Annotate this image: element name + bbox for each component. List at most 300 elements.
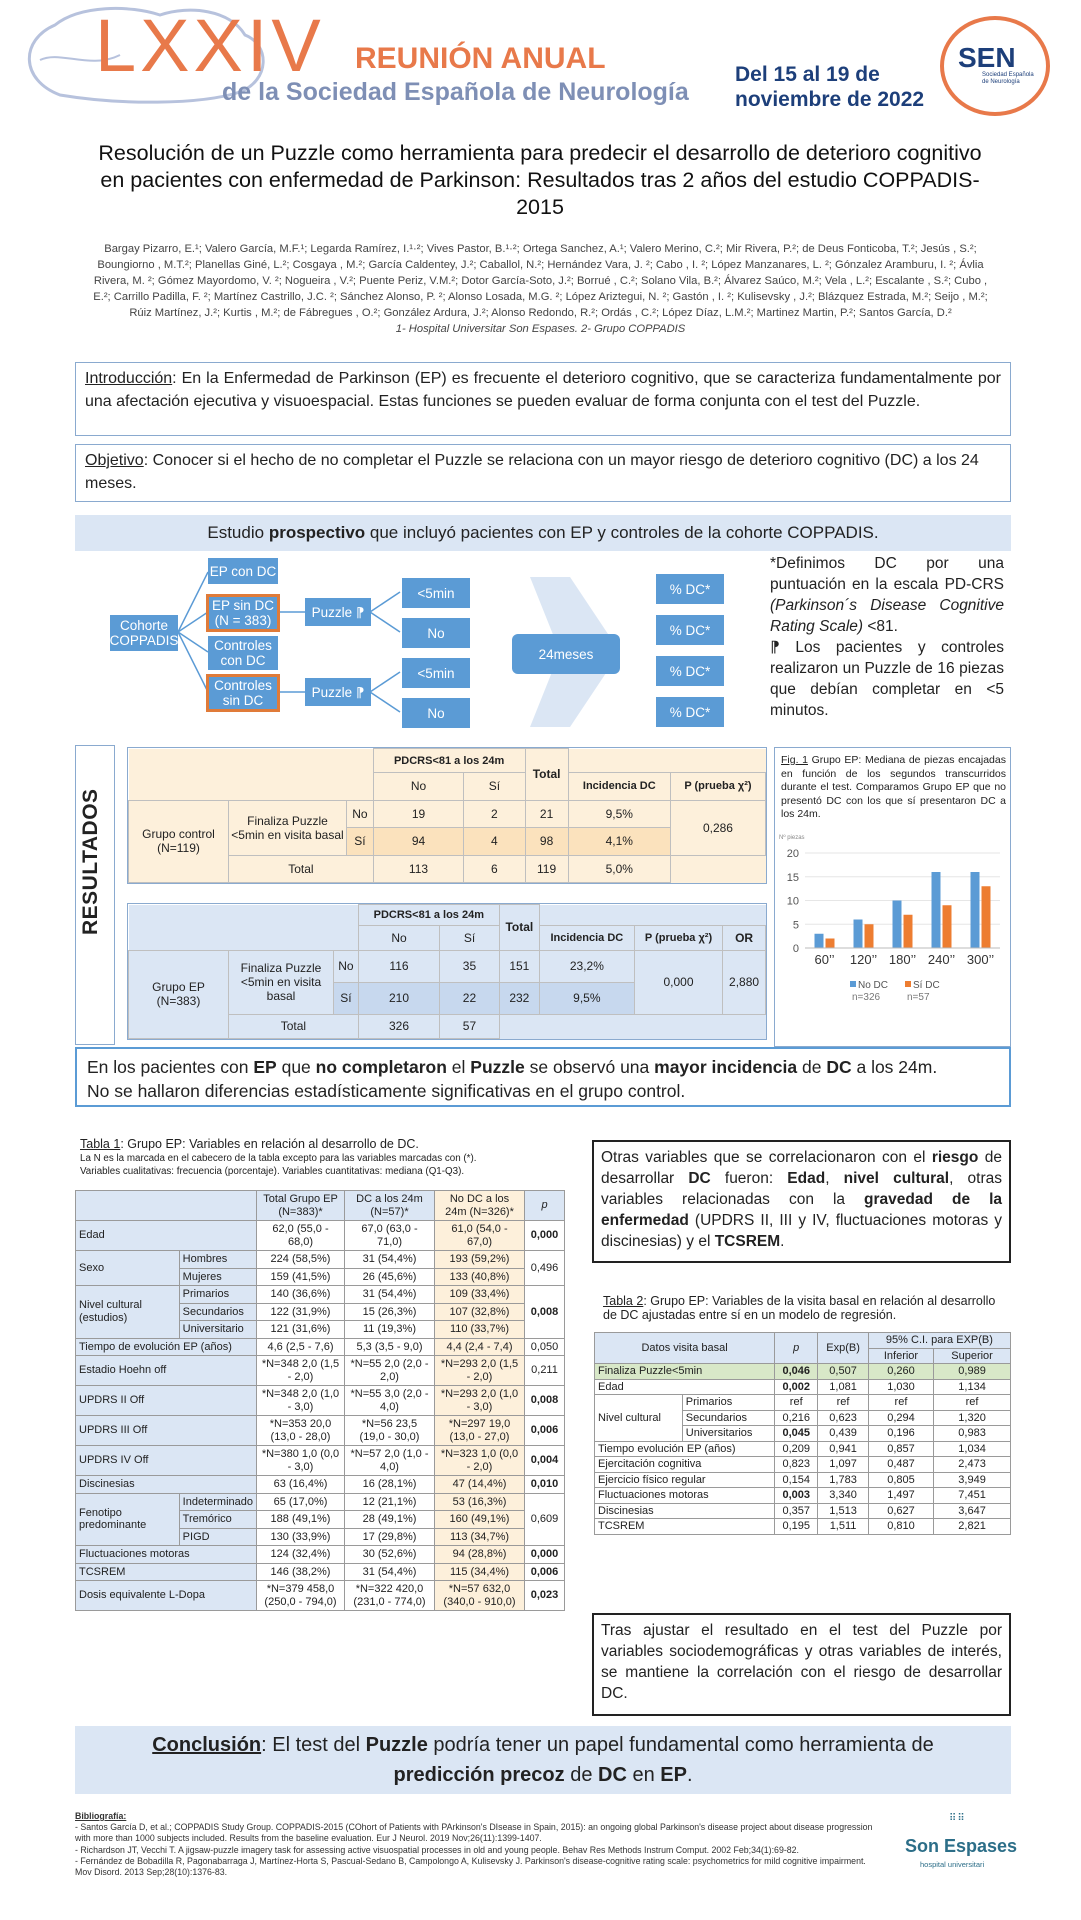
- t1-cell-var: Discinesias: [76, 1476, 257, 1494]
- control-si-total: 98: [525, 828, 568, 855]
- t2-h-exp: Exp(B): [818, 1333, 869, 1364]
- t1-cell-var: Dosis equivalente L-Dopa: [76, 1581, 257, 1611]
- t1-cell-dc: *N=57 2,0 (1,0 - 4,0): [345, 1446, 435, 1476]
- t2-h-sup: Superior: [934, 1348, 1011, 1364]
- c1-b1: EP: [253, 1057, 277, 1077]
- t2-cell-inf: 0,196: [868, 1426, 933, 1442]
- t1-cell-p: 0,004: [525, 1446, 565, 1476]
- table-row: [595, 1457, 1011, 1473]
- t2-cell-inf: 0,810: [868, 1519, 933, 1535]
- f-t5: .: [686, 1764, 693, 1786]
- t1-cell-dc: 12 (21,1%): [345, 1493, 435, 1511]
- tabla1-caption-text: : Grupo EP: Variables en relación al desarrollo de DC.: [120, 1137, 419, 1151]
- ep-r-si: Sí: [334, 982, 359, 1014]
- final-label: Conclusión: [152, 1734, 262, 1756]
- t1-cell-p: 0,000: [525, 1221, 565, 1251]
- t1-cell-dc: 31 (54,4%): [345, 1563, 435, 1581]
- t1-cell-nodc: 94 (28,8%): [435, 1546, 525, 1564]
- t2-cell-exp: 1,097: [818, 1457, 869, 1473]
- node-ep-sin-dc: EP sin DC (N = 383): [206, 594, 280, 632]
- control-h-p: P (prueba χ²): [670, 773, 765, 800]
- table-row: [76, 1286, 565, 1304]
- chart-ytick: 0: [792, 943, 799, 955]
- chart-ylabel: Nº piezas: [779, 835, 805, 841]
- table-row: [76, 1493, 565, 1511]
- t1-cell-p: 0,496: [525, 1251, 565, 1286]
- t1-h-dc: DC a los 24m (N=57)*: [345, 1191, 435, 1221]
- c1-t6: a los 24m.: [851, 1057, 938, 1077]
- t1-cell-dc: 11 (19,3%): [345, 1321, 435, 1339]
- t2-cell-sup: 2,473: [934, 1457, 1011, 1473]
- ep-finaliza: Finaliza Puzzle <5min en visita basal: [229, 950, 334, 1014]
- f-b4: EP: [660, 1764, 687, 1786]
- t1-cell-total: 140 (36,6%): [257, 1286, 345, 1304]
- f-b1: Puzzle: [365, 1734, 428, 1756]
- node-cohorte: Cohorte COPPADIS: [110, 615, 178, 651]
- c1-t2: que: [276, 1057, 316, 1077]
- s1-t7: .: [780, 1233, 785, 1250]
- s1-t2: de desarrollar: [601, 1149, 1002, 1187]
- t1-cell-p: 0,211: [525, 1356, 565, 1386]
- c1-t1: En los pacientes con: [87, 1057, 254, 1077]
- t1-cell-p: 0,050: [525, 1338, 565, 1356]
- intro-text: : En la Enfermedad de Parkinson (EP) es frecuente el deterioro cognitivo, que se caracteriza fundamentalmente por una afectación ejecutiva y visuoespacial. Estas funciones se pueden evaluar de forma conjunta con el test del Puzzle.: [85, 370, 1001, 410]
- table-row: [76, 1581, 565, 1611]
- f-t1: : El test del: [261, 1734, 366, 1756]
- tabla1-note2: Variables cualitativas: frecuencia (porcentaje). Variables cuantitativas: mediana (Q1-Q3).: [80, 1165, 465, 1177]
- chart-ytick: 15: [786, 871, 799, 884]
- ep-h-or: OR: [723, 926, 766, 950]
- tabla1-body: [76, 1221, 565, 1611]
- t1-cell-sub: Tremórico: [179, 1511, 256, 1529]
- t1-cell-var: Tiempo de evolución EP (años): [76, 1338, 257, 1356]
- sen-logo: SEN: [958, 42, 1016, 73]
- son-espases-sub: hospital universitari: [920, 1860, 985, 1869]
- node-pdc-1: % DC*: [656, 574, 724, 604]
- t1-cell-dc: 31 (54,4%): [345, 1251, 435, 1269]
- t1-cell-dc: 28 (49,1%): [345, 1511, 435, 1529]
- t1-cell-dc: 67,0 (63,0 - 71,0): [345, 1221, 435, 1251]
- fig-caption: [781, 754, 1006, 822]
- figure-1: [774, 747, 1011, 1047]
- t1-cell-nodc: *N=297 19,0 (13,0 - 27,0): [435, 1416, 525, 1446]
- chart-bar-sí-dc: [826, 939, 835, 949]
- t2-cell-exp: 1,511: [818, 1519, 869, 1535]
- t1-cell-total: 122 (31,9%): [257, 1303, 345, 1321]
- t1-h-p: p: [525, 1191, 565, 1221]
- t2-cell-p: 0,046: [775, 1364, 818, 1380]
- t1-cell-sub: Indeterminado: [179, 1493, 256, 1511]
- t1-cell-nodc: *N=323 1,0 (0,0 - 2,0): [435, 1446, 525, 1476]
- t1-cell-nodc: 47 (14,4%): [435, 1476, 525, 1494]
- t1-cell-nodc: *N=293 2,0 (1,0 - 3,0): [435, 1386, 525, 1416]
- t1-cell-nodc: 110 (33,7%): [435, 1321, 525, 1339]
- fig-caption-text: Grupo EP: Mediana de piezas encajadas en función de los segundos transcurridos durante el test. Comparamos Grupo EP que no presentó DC con los que sí presentaron DC a los 24m.: [781, 754, 1006, 820]
- t1-cell-total: 188 (49,1%): [257, 1511, 345, 1529]
- control-no-total: 21: [525, 800, 568, 827]
- chart-bar-sí-dc: [865, 924, 874, 948]
- t1-cell-total: 146 (38,2%): [257, 1563, 345, 1581]
- puzzle-bar-chart: [775, 835, 1010, 1043]
- control-h-total: Total: [525, 749, 568, 801]
- node-no-a: No: [402, 618, 470, 648]
- node-ep-dc: EP con DC: [208, 558, 278, 584]
- t2-cell-exp: 1,513: [818, 1503, 869, 1519]
- t2-cell-sup: ref: [934, 1395, 1011, 1411]
- ep-si-inc: 9,5%: [539, 982, 634, 1014]
- t1-cell-p: 0,023: [525, 1581, 565, 1611]
- table-row: [76, 1476, 565, 1494]
- node-controles-sin-dc: Controles sin DC: [206, 674, 280, 712]
- s1-b5: gravedad de la enfermedad: [601, 1191, 1003, 1229]
- t1-cell-p: 0,000: [525, 1546, 565, 1564]
- t2-cell-p: 0,002: [775, 1379, 818, 1395]
- t2-cell-p: 0,357: [775, 1503, 818, 1519]
- t2-cell-exp: 1,783: [818, 1472, 869, 1488]
- t1-cell-total: *N=379 458,0 (250,0 - 794,0): [257, 1581, 345, 1611]
- table-row: [76, 1546, 565, 1564]
- chart-bar-sí-dc: [982, 886, 991, 948]
- ep-or: 2,880: [723, 950, 766, 1014]
- s1-t3: fueron:: [710, 1170, 788, 1187]
- chart-bar-no-dc: [932, 872, 941, 948]
- chart-legend-n: n=326: [852, 992, 881, 1003]
- t1-cell-nodc: 4,4 (2,4 - 7,4): [435, 1338, 525, 1356]
- t1-cell-nodc: 115 (34,4%): [435, 1563, 525, 1581]
- t2-cell-var: Nivel cultural: [595, 1395, 683, 1442]
- t2-cell-var: TCSREM: [595, 1519, 775, 1535]
- f-b3: DC: [598, 1764, 627, 1786]
- control-si-inc: 4,1%: [568, 828, 670, 855]
- control-no-no: 19: [373, 800, 464, 827]
- reunion-anual: REUNIÓN ANUAL: [355, 42, 606, 75]
- t2-cell-exp: 0,507: [818, 1364, 869, 1380]
- t2-h-inf: Inferior: [868, 1348, 933, 1364]
- t2-cell-sup: 1,134: [934, 1379, 1011, 1395]
- control-no-si: 2: [464, 800, 525, 827]
- son-espases-logo: Son Espases: [905, 1836, 1018, 1856]
- t2-cell-inf: 0,805: [868, 1472, 933, 1488]
- t1-cell-dc: 31 (54,4%): [345, 1286, 435, 1304]
- ep-h-total: Total: [499, 905, 539, 951]
- table-row: [595, 1519, 1011, 1535]
- t1-cell-sub: Mujeres: [179, 1268, 256, 1286]
- study-bold: prospectivo: [268, 523, 366, 542]
- t1-cell-p: 0,006: [525, 1416, 565, 1446]
- chart-xtick: 120’’: [849, 952, 878, 967]
- congress-dates: [735, 62, 924, 112]
- t1-cell-dc: 16 (28,1%): [345, 1476, 435, 1494]
- chart-bar-no-dc: [893, 901, 902, 949]
- s1-t5: , otras variables relacionadas con la: [601, 1170, 1002, 1208]
- tabla1-label: Tabla 1: [80, 1137, 121, 1151]
- t1-cell-nodc: 109 (33,4%): [435, 1286, 525, 1304]
- table-row: [76, 1446, 565, 1476]
- t2-cell-p: 0,195: [775, 1519, 818, 1535]
- table-row: [76, 1221, 565, 1251]
- def-puzzle: ⁋ Los pacientes y controles realizaron un Puzzle de 16 piezas que debían completar en <5 minutos.: [770, 639, 1004, 719]
- c1-b2: no completaron: [315, 1057, 447, 1077]
- t1-cell-total: 62,0 (55,0 - 68,0): [257, 1221, 345, 1251]
- chart-xtick: 240’’: [927, 952, 956, 967]
- t1-cell-dc: *N=55 2,0 (2,0 - 2,0): [345, 1356, 435, 1386]
- affiliations: 1- Hospital Universitar Son Espases. 2- Grupo COPPADIS: [395, 323, 686, 335]
- control-si-no: 94: [373, 828, 464, 855]
- node-lt5-b: <5min: [402, 658, 470, 688]
- ep-no-si: 35: [440, 950, 500, 982]
- ep-si-no: 210: [358, 982, 439, 1014]
- s1-b4: nivel cultural: [843, 1170, 950, 1187]
- bib-item-text: Richardson JT, Vecchi T. A jigsaw-puzzle imagery task for assessing active visuospatial processes in old and young people. Behav Res Methods Instrum Comput. 2002 Feb;34(1):69-82.: [80, 1844, 799, 1855]
- def-dc: *Definimos DC por una puntuación en la escala PD-CRS: [770, 555, 1004, 593]
- t1-cell-p: 0,006: [525, 1563, 565, 1581]
- t1-cell-p: 0,609: [525, 1493, 565, 1546]
- t2-cell-exp: ref: [818, 1395, 869, 1411]
- table-row: [595, 1503, 1011, 1519]
- control-tot-no: 113: [373, 855, 464, 882]
- t1-cell-dc: 17 (29,8%): [345, 1528, 435, 1546]
- t2-cell-sup: 0,983: [934, 1426, 1011, 1442]
- ep-group: Grupo EP (N=383): [129, 950, 229, 1038]
- t1-cell-nodc: 113 (34,7%): [435, 1528, 525, 1546]
- control-group: Grupo control (N=119): [129, 800, 229, 882]
- results-conclusion: [75, 1047, 1011, 1107]
- t1-cell-nodc: 193 (59,2%): [435, 1251, 525, 1269]
- t1-h-total: Total Grupo EP (N=383)*: [257, 1191, 345, 1221]
- t1-cell-sub: Universitario: [179, 1321, 256, 1339]
- header-banner: [0, 0, 1081, 118]
- t2-cell-exp: 1,081: [818, 1379, 869, 1395]
- ep-tot-label: Total: [229, 1014, 359, 1038]
- tabla2-caption-text: : Grupo EP: Variables de la visita basal en relación al desarrollo de DC ajustadas entre sí en un modelo de regresión.: [603, 1294, 996, 1322]
- objetivo-text: : Conocer si el hecho de no completar el Puzzle se relaciona con un mayor riesgo de deterioro cognitivo (DC) a los 24 meses.: [85, 452, 979, 492]
- t2-cell-var: Discinesias: [595, 1503, 775, 1519]
- t2-cell-exp: 0,439: [818, 1426, 869, 1442]
- t1-cell-var: Sexo: [76, 1251, 180, 1286]
- t1-cell-total: 130 (33,9%): [257, 1528, 345, 1546]
- t2-cell-inf: 1,497: [868, 1488, 933, 1504]
- t2-h-ci: 95% C.I. para EXP(B): [868, 1333, 1010, 1349]
- t1-cell-nodc: 61,0 (54,0 - 67,0): [435, 1221, 525, 1251]
- ep-h-no: No: [358, 926, 439, 950]
- chart-legend-label: Sí DC: [913, 980, 940, 991]
- t2-cell-sup: 7,451: [934, 1488, 1011, 1504]
- objetivo-label: Objetivo: [85, 452, 144, 469]
- ep-tot-si: 57: [440, 1014, 500, 1038]
- t2-cell-sup: 1,320: [934, 1410, 1011, 1426]
- c1-t5: de: [797, 1057, 827, 1077]
- control-tot-inc: 5,0%: [568, 855, 670, 882]
- final-conclusion: [75, 1726, 1011, 1794]
- t2-cell-p: 0,045: [775, 1426, 818, 1442]
- other-variables-box: [592, 1140, 1011, 1263]
- t1-cell-p: 0,008: [525, 1386, 565, 1416]
- control-finaliza: Finaliza Puzzle <5min en visita basal: [229, 800, 347, 855]
- control-tot-si: 6: [464, 855, 525, 882]
- chart-bar-no-dc: [971, 872, 980, 948]
- t2-cell-var: Fluctuaciones motoras: [595, 1488, 775, 1504]
- son-espases-dots-icon: ⠿⠿: [949, 1813, 966, 1824]
- control-no-inc: 9,5%: [568, 800, 670, 827]
- bib-item-1: - Santos García D, et al.; COPPADIS Study Group. COPPADIS-2015 (COhort of Patients with PArkinson's DIsease in Spain, 2015): an ongoing global Parkinson's disease project about disease progression with more than 1000 subjects included. Results from the baseline evaluation. Eur J Neurol. 2019 Nov;26(11):1399-1407.: [75, 1822, 873, 1844]
- f-t3: de: [564, 1764, 598, 1786]
- ep-h-inc: Incidencia DC: [539, 926, 634, 950]
- t1-cell-nodc: 133 (40,8%): [435, 1268, 525, 1286]
- node-pdc-4: % DC*: [656, 697, 724, 727]
- t2-cell-exp: 0,941: [818, 1441, 869, 1457]
- chart-legend-swatch: [905, 981, 911, 987]
- t2-h-p: p: [775, 1333, 818, 1364]
- control-table-box: [127, 747, 767, 884]
- bib-item-text: Santos García D, et al.; COPPADIS Study Group. COPPADIS-2015 (COhort of Patients with PArkinson's DIsease in Spain, 2015): an ongoing global Parkinson's disease project about disease progression with more than 1000 subjects included. Results from the baseline evaluation. Eur J Neurol. 2019 Nov;26(11):1399-1407.: [75, 1822, 873, 1844]
- t1-cell-dc: *N=322 420,0 (231,0 - 774,0): [345, 1581, 435, 1611]
- t2-cell-sup: 3,949: [934, 1472, 1011, 1488]
- s1-b3: Edad: [787, 1170, 826, 1187]
- t2-cell-var: Tiempo evolución EP (años): [595, 1441, 775, 1457]
- table-row: [76, 1251, 565, 1269]
- table-row: [76, 1386, 565, 1416]
- tabla1-notes: [80, 1153, 580, 1178]
- t1-cell-sub: Hombres: [179, 1251, 256, 1269]
- tabla2: [594, 1332, 1011, 1535]
- node-pdc-3: % DC*: [656, 656, 724, 686]
- chart-xtick: 300’’: [966, 952, 995, 967]
- t1-cell-total: *N=348 2,0 (1,0 - 3,0): [257, 1386, 345, 1416]
- c1-t4: se observó una: [524, 1057, 655, 1077]
- control-tot-total: 119: [525, 855, 568, 882]
- bib-item-text: Fernández de Bobadilla R, Pagonabarraga J, Martínez-Horta S, Pascual-Sedano B, Campolongo A, Kulisevsky J. Parkinson's disease-cognitive rating scale: psychometrics for mild cognitive impairment. Mov Disord. 2013 Sep;28(10):1376-83.: [75, 1855, 866, 1878]
- t1-cell-nodc: 53 (16,3%): [435, 1493, 525, 1511]
- dates-line2: noviembre de 2022: [735, 88, 925, 111]
- t2-cell-inf: 0,487: [868, 1457, 933, 1473]
- tabla1: [75, 1190, 565, 1611]
- t1-cell-nodc: *N=57 632,0 (340,0 - 910,0): [435, 1581, 525, 1611]
- t1-cell-total: 65 (17,0%): [257, 1493, 345, 1511]
- ep-h-pdcrs: PDCRS<81 a los 24m: [358, 905, 499, 926]
- t2-cell-sub: Universitarios: [682, 1426, 774, 1442]
- control-h-inc: Incidencia DC: [568, 773, 670, 800]
- control-tot-label: Total: [229, 855, 374, 882]
- t2-h-datos: Datos visita basal: [595, 1333, 775, 1364]
- ep-no-no: 116: [358, 950, 439, 982]
- dates-line1: Del 15 al 19 de: [735, 63, 880, 86]
- ep-no-inc: 23,2%: [539, 950, 634, 982]
- t1-cell-var: UPDRS IV Off: [76, 1446, 257, 1476]
- bib-label: Bibliografía:: [75, 1811, 127, 1821]
- chart-ytick: 5: [792, 919, 799, 932]
- f-b2: predicción precoz: [393, 1764, 565, 1786]
- t1-cell-dc: 5,3 (3,5 - 9,0): [345, 1338, 435, 1356]
- t2-cell-var: Edad: [595, 1379, 775, 1395]
- t1-cell-p: 0,010: [525, 1476, 565, 1494]
- t1-h-nodc: No DC a los 24m (N=326)*: [435, 1191, 525, 1221]
- table-row: [595, 1472, 1011, 1488]
- table-row: [76, 1356, 565, 1386]
- table-row: [595, 1395, 1011, 1411]
- t2-cell-p: 0,003: [775, 1488, 818, 1504]
- node-24meses: 24meses: [512, 634, 620, 674]
- c1-b5: DC: [826, 1057, 852, 1077]
- node-no-b: No: [402, 698, 470, 728]
- t1-cell-sub: Secundarios: [179, 1303, 256, 1321]
- table-row: [595, 1488, 1011, 1504]
- t1-cell-var: TCSREM: [76, 1563, 257, 1581]
- t1-cell-sub: PIGD: [179, 1528, 256, 1546]
- t2-cell-p: ref: [775, 1395, 818, 1411]
- t2-cell-inf: ref: [868, 1395, 933, 1411]
- intro-section: [75, 362, 1011, 436]
- tabla2-label: Tabla 2: [603, 1294, 644, 1308]
- definitions: [770, 553, 1004, 721]
- t2-cell-sup: 2,821: [934, 1519, 1011, 1535]
- s1-t6: (UPDRS II, III y IV, fluctuaciones motoras y discinesias) y el: [601, 1212, 1002, 1250]
- t1-cell-sub: Primarios: [179, 1286, 256, 1304]
- t2-cell-p: 0,154: [775, 1472, 818, 1488]
- control-h-pdcrs: PDCRS<81 a los 24m: [373, 749, 525, 773]
- s1-t4: ,: [825, 1170, 844, 1187]
- def-dc-italic: (Parkinson´s Disease Cognitive Rating Scale): [770, 597, 1004, 635]
- control-p: 0,286: [670, 800, 765, 855]
- bib-item-2: - Richardson JT, Vecchi T. A jigsaw-puzzle imagery task for assessing active visuospatial processes in old and young people. Behav Res Methods Instrum Comput. 2002 Feb;34(1):69-82.: [75, 1844, 799, 1855]
- t1-cell-total: 121 (31,6%): [257, 1321, 345, 1339]
- chart-legend-n: n=57: [907, 992, 930, 1003]
- chart-legend-swatch: [850, 981, 856, 987]
- t1-cell-nodc: *N=293 2,0 (1,5 - 2,0): [435, 1356, 525, 1386]
- sen-logo-sub: Sociedad Española de Neurología: [982, 72, 1034, 85]
- t1-cell-var: UPDRS III Off: [76, 1416, 257, 1446]
- node-puzzle-control: Puzzle ⁋: [305, 678, 371, 706]
- t2-cell-inf: 0,857: [868, 1441, 933, 1457]
- t2-cell-var: Ejercicio físico regular: [595, 1472, 775, 1488]
- study-pre: Estudio: [207, 523, 269, 542]
- ep-h-si: Sí: [440, 926, 500, 950]
- ep-p: 0,000: [634, 950, 722, 1014]
- c1-t3: el: [446, 1057, 471, 1077]
- t1-cell-dc: 30 (52,6%): [345, 1546, 435, 1564]
- ep-r-no: No: [334, 950, 359, 982]
- chart-xtick: 180’’: [888, 952, 917, 967]
- table-row: [76, 1563, 565, 1581]
- t1-cell-var: Edad: [76, 1221, 257, 1251]
- t1-cell-total: 4,6 (2,5 - 7,6): [257, 1338, 345, 1356]
- t2-cell-var: Finaliza Puzzle<5min: [595, 1364, 775, 1380]
- node-lt5-a: <5min: [402, 578, 470, 608]
- node-controles-dc: Controles con DC: [208, 636, 278, 670]
- t2-cell-sup: 3,647: [934, 1503, 1011, 1519]
- t1-cell-dc: 15 (26,3%): [345, 1303, 435, 1321]
- t2-cell-sup: 0,989: [934, 1364, 1011, 1380]
- t2-cell-exp: 3,340: [818, 1488, 869, 1504]
- t1-cell-total: 124 (32,4%): [257, 1546, 345, 1564]
- s1-b1: riesgo: [931, 1149, 979, 1166]
- t2-cell-inf: 0,260: [868, 1364, 933, 1380]
- ep-si-si: 22: [440, 982, 500, 1014]
- t1-cell-total: 159 (41,5%): [257, 1268, 345, 1286]
- t1-cell-var: UPDRS II Off: [76, 1386, 257, 1416]
- t1-cell-nodc: 107 (32,8%): [435, 1303, 525, 1321]
- c1-line2: No se hallaron diferencias estadísticamente significativas en el grupo control.: [87, 1081, 686, 1101]
- ep-table: [128, 904, 766, 1039]
- control-h-si: Sí: [464, 773, 525, 800]
- authors-list: Bargay Pizarro, E.¹; Valero García, M.F.¹; Legarda Ramírez, I.¹·²; Vives Pastor, B.¹·²; Ortega Sanchez, A.¹; Valero Merino, C.²; Mir Rivera, P.²; de Deus Fonticoba, T.²; Jesús , S.²; Boungiorno , M.T.²; Planellas Giné, L.²; Cosgaya , M.²; García Caldentey, J.²; Caballol, N.²; Hernández Vara, J. ²; Cabo , I. ²; López Manzanares, L. ²; Gónzalez Aramburu, I. ²; Ávlia Rivera, M. ²; Gómez Mayordomo, V. ²; Nogueira , V.²; Puente Periz, V.M.²; Dotor García-Soto, J.²; Borrué , C.²; Solano Vila, B.²; Álvarez Saúco, M.²; Vela , L.²; Escalante , S.²; Cubo , E.²; Carrillo Padilla, F. ²; Martínez Castrillo, J.C. ²; Sánchez Alonso, P. ²; Alonso Losada, M.G. ²; López Ariztegui, N. ²; Gastón , I. ²; Kulisevsky , J.²; Blázquez Estrada, M.²; Seijo , M.²; Rúiz Martínez, J.²; Kurtis , M.²; de Fábregues , O.²; González Ardura, J.²; Alonso Redondo, R.²; Ordás , C.²; López Díaz, L.M.²; Martinez Martin, P.²; Santos García, D.²: [93, 243, 988, 319]
- resultados-label: RESULTADOS: [79, 788, 102, 935]
- poster-title: Resolución de un Puzzle como herramienta para predecir el desarrollo de deterioro cognitivo en pacientes con enfermedad de Parkinson: Resultados tras 2 años del estudio COPPADIS-2015: [98, 141, 982, 219]
- intro-label: Introducción: [85, 370, 173, 387]
- ep-table-box: [127, 903, 767, 1040]
- t1-cell-dc: *N=56 23,5 (19,0 - 30,0): [345, 1416, 435, 1446]
- congress-number: LXXIV: [95, 4, 325, 87]
- chart-bar-no-dc: [815, 934, 824, 948]
